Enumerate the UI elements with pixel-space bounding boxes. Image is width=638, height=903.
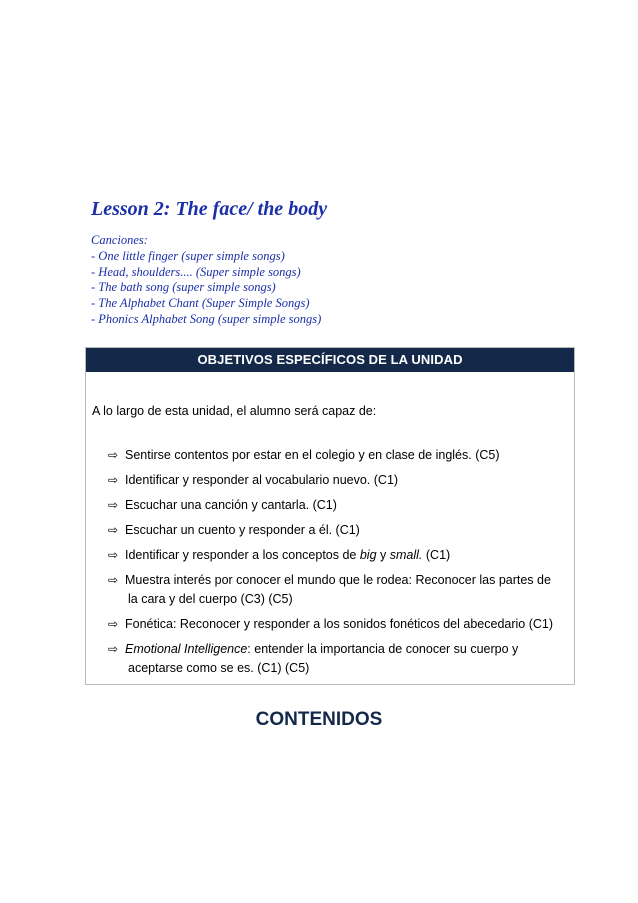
contenidos-heading: CONTENIDOS [255, 709, 383, 730]
song-item: - The Alphabet Chant (Super Simple Songs) [91, 296, 310, 311]
objective-item [108, 521, 553, 540]
arrow-right-outline-icon: ⇨ [108, 448, 119, 462]
objective-item [108, 496, 553, 515]
objective-item [108, 615, 553, 634]
objectives-intro: A lo largo de esta unidad, el alumno será capaz de: [92, 404, 377, 418]
song-item: - Phonics Alphabet Song (super simple songs) [91, 311, 322, 326]
lesson-title: Lesson 2: The face/ the body [91, 198, 328, 220]
objective-text: Muestra interés por conocer el mundo que le rodea: Reconocer las partes de [125, 573, 551, 587]
objective-item [108, 571, 553, 609]
objectives-header: OBJETIVOS ESPECÍFICOS DE LA UNIDAD [86, 348, 574, 372]
objective-text: Identificar y responder a los conceptos de [125, 548, 360, 562]
songs-heading: Canciones: [91, 233, 148, 247]
objective-item [108, 640, 553, 678]
arrow-right-outline-icon: ⇨ [108, 642, 119, 656]
objective-text: Sentirse contentos por estar en el colegio y en clase de inglés. (C5) [125, 448, 500, 462]
objective-text: (C1) [422, 548, 451, 562]
songs-list [91, 233, 321, 328]
objective-text: y [376, 548, 390, 562]
arrow-right-outline-icon: ⇨ [108, 573, 119, 587]
song-item: - Head, shoulders.... (Super simple songs) [91, 264, 301, 279]
objective-text: Escuchar un cuento y responder a él. (C1) [125, 523, 360, 537]
arrow-right-outline-icon: ⇨ [108, 523, 119, 537]
objective-text-emphasis: big [359, 548, 377, 562]
objective-text-emphasis: Emotional Intelligence [125, 642, 248, 656]
objective-item [108, 471, 553, 490]
objectives-list [108, 446, 553, 684]
objective-text-emphasis: small. [389, 548, 423, 562]
arrow-right-outline-icon: ⇨ [108, 473, 119, 487]
objective-item [108, 546, 553, 565]
objective-text-continuation: la cara y del cuerpo (C3) (C5) [128, 592, 293, 606]
objective-text: Fonética: Reconocer y responder a los sonidos fonéticos del abecedario (C1) [125, 617, 554, 631]
arrow-right-outline-icon: ⇨ [108, 617, 119, 631]
objective-text-continuation: aceptarse como se es. (C1) (C5) [128, 661, 310, 675]
objective-item [108, 446, 553, 465]
objective-text: : entender la importancia de conocer su cuerpo y [247, 642, 519, 656]
song-item: - The bath song (super simple songs) [91, 280, 276, 295]
arrow-right-outline-icon: ⇨ [108, 498, 119, 512]
objectives-box [85, 347, 575, 685]
arrow-right-outline-icon: ⇨ [108, 548, 119, 562]
song-item: - One little finger (super simple songs) [91, 248, 285, 263]
objective-text: Escuchar una canción y cantarla. (C1) [125, 498, 337, 512]
objective-text: Identificar y responder al vocabulario nuevo. (C1) [125, 473, 399, 487]
